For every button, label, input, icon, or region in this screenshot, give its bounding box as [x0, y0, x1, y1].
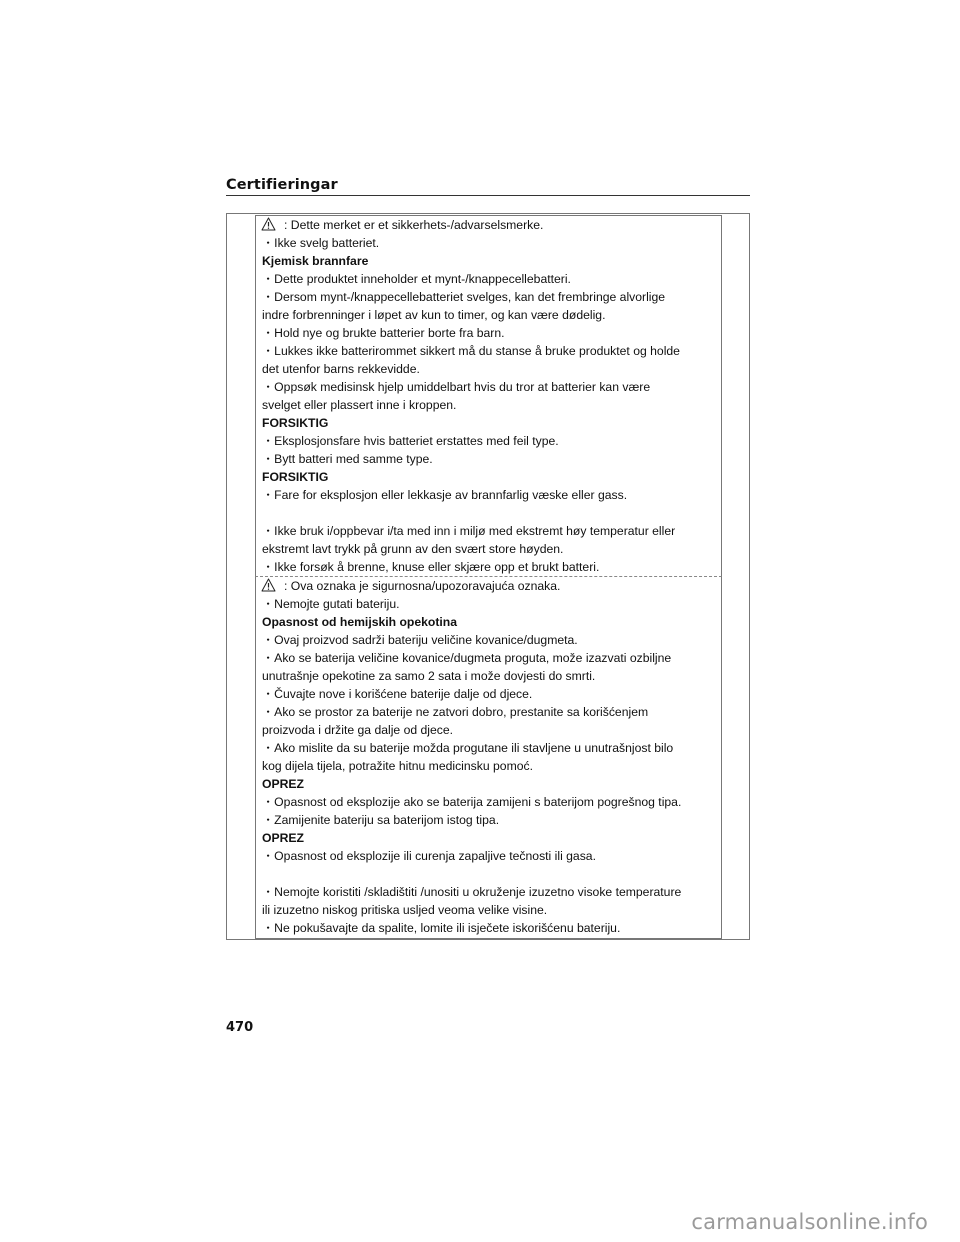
watermark-text: carmanualsonline.info — [691, 1210, 928, 1234]
text-line: ・Bytt batteri med samme type. — [262, 452, 433, 466]
text-line: ・Hold nye og brukte batterier borte fra barn. — [262, 326, 505, 340]
text-line: ・Nemojte gutati bateriju. — [262, 597, 400, 611]
text-line: ・Ikke forsøk å brenne, knuse eller skjære opp et brukt batteri. — [262, 560, 600, 574]
page-number: 470 — [226, 1020, 254, 1035]
text-line: ・Opasnost od eksplozije ako se baterija zamijeni s baterijom pogrešnog tipa. — [262, 795, 682, 809]
warning-symbol-text: : Ova oznaka je sigurnosna/upozoravajuća oznaka. — [284, 579, 561, 593]
warning-symbol-text: : Dette merket er et sikkerhets-/advarselsmerke. — [284, 218, 544, 232]
warning-triangle-icon — [261, 217, 276, 231]
text-line: ・Čuvajte nove i korišćene baterije dalje od djece. — [262, 687, 533, 701]
text-line: ekstremt lavt trykk på grunn av den svært store høyden. — [262, 542, 564, 556]
text-line: kog dijela tijela, potražite hitnu medicinsku pomoć. — [262, 759, 533, 773]
section-heading: Opasnost od hemijskih opekotina — [262, 615, 458, 629]
text-line: ・Ako mislite da su baterije možda progutane ili stavljene u unutrašnjost bilo — [262, 741, 674, 755]
text-line: proizvoda i držite ga dalje od djece. — [262, 723, 454, 737]
section-heading: Kjemisk brannfare — [262, 254, 369, 268]
warning-symbol-line — [262, 216, 715, 234]
text-line: ・Zamijenite bateriju sa baterijom istog tipa. — [262, 813, 500, 827]
text-line: ・Dette produktet inneholder et mynt-/knappecellebatteri. — [262, 272, 571, 286]
warning-block-bosnian — [255, 577, 722, 939]
text-line: unutrašnje opekotine za samo 2 sata i može dovjesti do smrti. — [262, 669, 596, 683]
section-heading: OPREZ — [262, 831, 304, 845]
text-line: ・Ovaj proizvod sadrži bateriju veličine kovanice/dugmeta. — [262, 633, 578, 647]
text-line: ・Opasnost od eksplozije ili curenja zapaljive tečnosti ili gasa. — [262, 849, 596, 863]
text-line: ・Oppsøk medisinsk hjelp umiddelbart hvis du tror at batterier kan være — [262, 380, 651, 394]
text-line: ・Lukkes ikke batterirommet sikkert må du stanse å bruke produktet og holde — [262, 344, 680, 358]
text-line: ・Nemojte koristiti /skladištiti /unositi u okruženje izuzetno visoke temperature — [262, 885, 682, 899]
text-line: ・Dersom mynt-/knappecellebatteriet svelges, kan det frembringe alvorlige — [262, 290, 666, 304]
text-line: ・Ikke svelg batteriet. — [262, 236, 380, 250]
text-line: det utenfor barns rekkevidde. — [262, 362, 420, 376]
section-heading: FORSIKTIG — [262, 470, 329, 484]
warning-block-norwegian — [255, 215, 722, 577]
blank-line — [262, 504, 715, 522]
page-header — [226, 177, 750, 196]
section-heading: OPREZ — [262, 777, 304, 791]
section-heading: FORSIKTIG — [262, 416, 329, 430]
text-line: ili izuzetno niskog pritiska usljed veoma velike visine. — [262, 903, 548, 917]
text-line: indre forbrenninger i løpet av kun to timer, og kan være dødelig. — [262, 308, 606, 322]
text-line: svelget eller plassert inne i kroppen. — [262, 398, 457, 412]
blank-line — [262, 865, 715, 883]
text-line: ・Eksplosjonsfare hvis batteriet erstattes med feil type. — [262, 434, 559, 448]
text-line: ・Ako se baterija veličine kovanice/dugmeta proguta, može izazvati ozbiljne — [262, 651, 672, 665]
text-line: ・Ako se prostor za baterije ne zatvori dobro, prestanite sa korišćenjem — [262, 705, 649, 719]
warning-triangle-icon — [261, 578, 276, 592]
text-line: ・Ikke bruk i/oppbevar i/ta med inn i miljø med ekstremt høy temperatur eller — [262, 524, 676, 538]
warning-symbol-line — [262, 577, 715, 595]
page-title: Certifieringar — [226, 177, 338, 193]
text-line: ・Ne pokušavajte da spalite, lomite ili isječete iskorišćenu bateriju. — [262, 921, 621, 935]
text-line: ・Fare for eksplosjon eller lekkasje av brannfarlig væske eller gass. — [262, 488, 628, 502]
